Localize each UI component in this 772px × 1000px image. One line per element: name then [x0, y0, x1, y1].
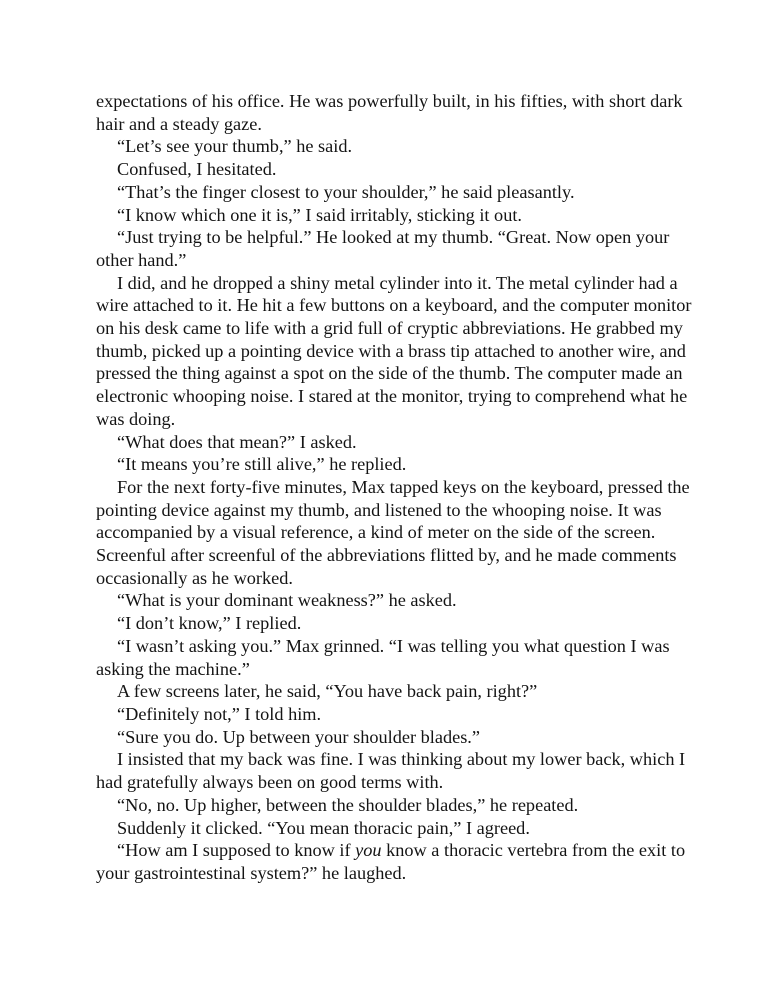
paragraph: “I don’t know,” I replied.: [117, 613, 302, 634]
paragraph: I did, and he dropped a shiny metal cylinder into it. The metal cylinder had a wire attached to it. He hit a few buttons on a keyboard, and the computer monitor on his desk came to life with a grid full of cryptic abbreviations. He grabbed my thumb, picked up a pointing device with a brass tip attached to another wire, and pressed the thing against a spot on the side of the thumb. The computer made an electronic whooping noise. I stared at the monitor, trying to comprehend what he was doing.: [96, 272, 692, 429]
paragraph: expectations of his office. He was powerfully built, in his fifties, with short dark hair and a steady gaze.: [96, 91, 683, 134]
paragraph: Confused, I hesitated.: [117, 159, 277, 180]
emphasized-word: you: [355, 840, 382, 861]
paragraph: For the next forty-five minutes, Max tapped keys on the keyboard, pressed the pointing device against my thumb, and listened to the whooping noise. It was accompanied by a visual reference, a kind of meter on the side of the screen. Screenful after screenful of the abbreviations flitted by, and he made comments occasionally as he worked.: [96, 476, 690, 588]
paragraph: I insisted that my back was fine. I was thinking about my lower back, which I had gratefully always been on good terms with.: [96, 749, 686, 793]
paragraph: Suddenly it clicked. “You mean thoracic pain,” I agreed.: [117, 817, 530, 838]
paragraph: “No, no. Up higher, between the shoulder blades,” he repeated.: [117, 794, 579, 815]
paragraph: “It means you’re still alive,” he replied.: [117, 454, 407, 475]
paragraph: “What is your dominant weakness?” he asked.: [117, 590, 457, 611]
paragraph: A few screens later, he said, “You have back pain, right?”: [117, 681, 538, 702]
paragraph: “Definitely not,” I told him.: [117, 703, 322, 724]
paragraph-text: know a thoracic vertebra from the exit to your gastrointestinal system?” he laughed.: [96, 840, 686, 883]
paragraph: [96, 839, 696, 884]
paragraph: “I know which one it is,” I said irritably, sticking it out.: [117, 204, 522, 225]
paragraph: “I wasn’t asking you.” Max grinned. “I was telling you what question I was asking the machine.”: [96, 635, 670, 679]
paragraph: “What does that mean?” I asked.: [117, 431, 357, 452]
paragraph: “Sure you do. Up between your shoulder blades.”: [117, 726, 480, 747]
page-body: [96, 90, 696, 885]
paragraph: “Let’s see your thumb,” he said.: [117, 136, 353, 157]
paragraph: “That’s the finger closest to your shoulder,” he said pleasantly.: [117, 181, 575, 202]
paragraph: “Just trying to be helpful.” He looked at my thumb. “Great. Now open your other hand.”: [96, 227, 670, 270]
paragraph-text: “How am I supposed to know if: [117, 840, 356, 861]
